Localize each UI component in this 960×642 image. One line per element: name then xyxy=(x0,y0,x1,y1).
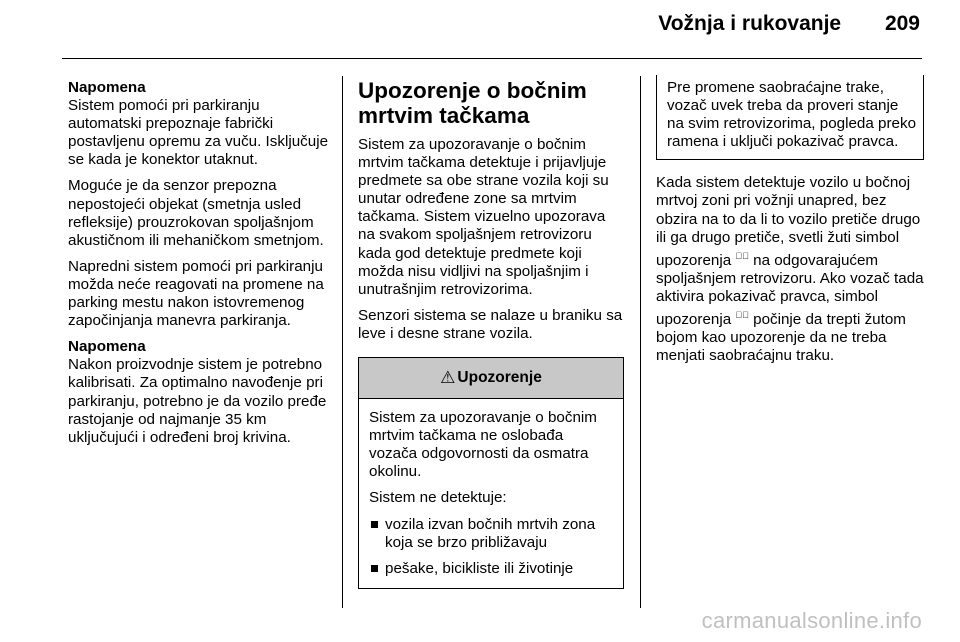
note-1 xyxy=(68,79,332,169)
warning-text-2: Sistem ne detektuje: xyxy=(369,489,507,507)
section-heading: Upozorenje o bočnim mrtvim tačkama xyxy=(358,78,587,128)
warning-continuation-box xyxy=(656,75,924,160)
column-middle xyxy=(358,79,624,589)
list-item: pešake, bicikliste ili životinje xyxy=(369,560,615,578)
blind-spot-warning-icon: ⊿⃝ xyxy=(735,310,749,321)
note-2 xyxy=(68,338,332,447)
paragraph-sensors: Senzori sistema se nalaze u braniku sa leve i desne strane vozila. xyxy=(358,306,623,342)
warning-list xyxy=(369,516,615,578)
detection-text-b: na odgovarajućem spoljašnjem retrovizoru. Ako vozač tada aktivira pokazivač pravca, simbol upozorenja xyxy=(656,251,924,329)
page-title: Vožnja i rukovanje xyxy=(658,12,842,35)
detection-text-a: Kada sistem detektuje vozilo u bočnoj mrtvoj zoni pri vožnji unapred, bez obzira na to da li to vozilo pretiče drugo ili ga drugo pretiče, svetli žuti simbol upozorenja xyxy=(656,174,921,269)
column-left xyxy=(68,79,332,455)
warning-triangle-icon: ⚠ xyxy=(440,367,456,387)
watermark: carmanualsonline.info xyxy=(701,608,922,633)
note-1-title: Napomena xyxy=(68,79,146,96)
note-1-text: Sistem pomoći pri parkiranju automatski prepoznaje fabrički postavljenu opremu za vuču. Isključuje se kada je konektor utaknut. xyxy=(68,97,329,169)
note-2-title: Napomena xyxy=(68,338,146,356)
warning-box xyxy=(358,357,624,589)
column-divider-1 xyxy=(342,76,343,608)
warning-header xyxy=(359,358,623,399)
note-2-text: Nakon proizvodnje sistem je potrebno kalibrisati. Za optimalno navođenje pri parkiranju, potrebno je da vozilo pređe rastojanje od najmanje 35 km uključujući i određeni broj krivina. xyxy=(68,356,327,446)
blind-spot-warning-icon: ⊿⃝ xyxy=(735,250,749,261)
page-header xyxy=(0,12,920,36)
column-divider-2 xyxy=(640,76,641,608)
detection-text-c: počinje da trepti žutom bojom kao upozorenje da ne treba menjati saobraćajnu traku. xyxy=(656,311,906,365)
warning-continuation-text: Pre promene saobraćajne trake, vozač uvek treba da proveri stanje na svim retrovizorima, pogleda preko ramena i uključi pokazivač pravca. xyxy=(667,79,917,151)
warning-text-1: Sistem za upozoravanje o bočnim mrtvim tačkama ne oslobađa vozača odgovornosti da osmatra okolinu. xyxy=(369,409,597,481)
column-right xyxy=(656,78,926,373)
header-divider xyxy=(62,58,922,59)
paragraph-intro: Sistem za upozoravanje o bočnim mrtvim tačkama detektuje i prijavljuje predmete sa obe strane vozila koji su unutar određene zone sa mrtvim tačkama. Sistem vizuelno upozorava na svakom spoljašnjem retrovizoru kada god detektuje predmete koji možda nisu vidljivi na spoljašnjim i unutrašnjim retrovizorima. xyxy=(358,136,609,298)
list-item: vozila izvan bočnih mrtvih zona koja se brzo približavaju xyxy=(369,516,615,552)
page-number: 209 xyxy=(884,12,920,35)
paragraph-advanced: Napredni sistem pomoći pri parkiranju možda neće reagovati na promene na parking mestu nakon istovremenog započinjanja manevra parkiranja. xyxy=(68,257,324,330)
paragraph-sensor: Moguće je da senzor prepozna nepostojeći objekat (smetnja usled refleksije) prouzrokovan spoljašnjom akustičnom ili mehaničkom smetnjom. xyxy=(68,177,324,249)
warning-title: Upozorenje xyxy=(457,368,542,386)
paragraph-detection xyxy=(656,174,926,365)
warning-body xyxy=(359,399,623,588)
